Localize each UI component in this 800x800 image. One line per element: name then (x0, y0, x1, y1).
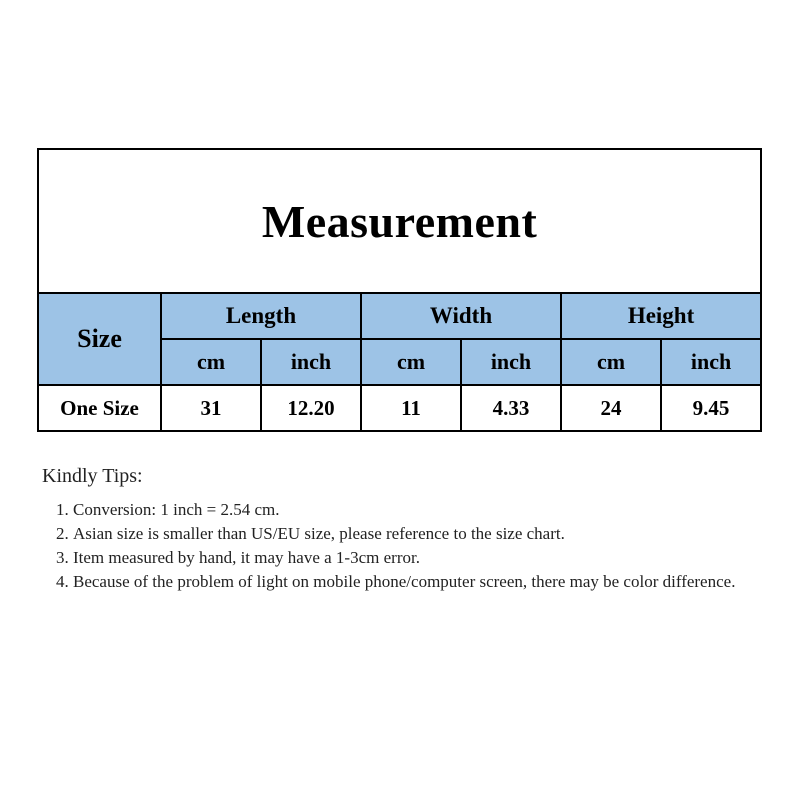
kindly-tips (42, 464, 772, 594)
length-cm-value: 31 (161, 385, 261, 431)
length-cm-header: cm (161, 339, 261, 385)
measurement-table (37, 148, 762, 432)
height-header: Height (561, 293, 761, 339)
width-cm-header: cm (361, 339, 461, 385)
height-inch-value: 9.45 (661, 385, 761, 431)
tip-item: 4. Because of the problem of light on mobile phone/computer screen, there may be color difference. (73, 570, 772, 594)
width-inch-value: 4.33 (461, 385, 561, 431)
size-header: Size (38, 293, 161, 385)
length-inch-header: inch (261, 339, 361, 385)
tip-item: 2. Asian size is smaller than US/EU size, please reference to the size chart. (73, 522, 772, 546)
table-row (38, 385, 761, 431)
width-header: Width (361, 293, 561, 339)
width-inch-header: inch (461, 339, 561, 385)
length-inch-value: 12.20 (261, 385, 361, 431)
height-cm-header: cm (561, 339, 661, 385)
size-value: One Size (38, 385, 161, 431)
tip-item: 1. Conversion: 1 inch = 2.54 cm. (73, 498, 772, 522)
tips-list (42, 498, 772, 594)
tip-item: 3. Item measured by hand, it may have a 1-3cm error. (73, 546, 772, 570)
table-title: Measurement (38, 149, 761, 293)
height-cm-value: 24 (561, 385, 661, 431)
length-header: Length (161, 293, 361, 339)
width-cm-value: 11 (361, 385, 461, 431)
tips-title: Kindly Tips: (42, 465, 143, 487)
height-inch-header: inch (661, 339, 761, 385)
